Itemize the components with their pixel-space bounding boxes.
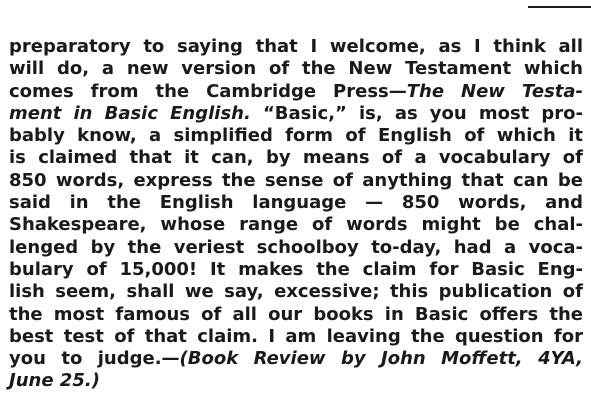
text-line [9, 81, 583, 103]
text-segment: bulary of 15,000! It makes the claim for Basic Eng- [9, 258, 583, 280]
text-line [9, 281, 583, 303]
text-line [9, 58, 583, 80]
column-rule [528, 6, 591, 8]
text-segment: lenged by the veriest schoolboy to-day, had a voca- [9, 236, 583, 258]
text-line [9, 348, 583, 370]
text-segment: 850 words, express the sense of anything that can be [9, 169, 583, 191]
italic-segment: ment in Basic English. [9, 102, 251, 124]
text-segment: is claimed that it can, by means of a vocabulary of [9, 147, 583, 169]
text-line [9, 36, 583, 58]
text-segment: said in the English language — 850 words, and [9, 192, 583, 214]
text-segment: comes from the Cambridge Press— [9, 80, 407, 102]
text-segment: will do, a new version of the New Testament which [9, 58, 583, 80]
text-segment: preparatory to saying that I welcome, as I think all [9, 36, 583, 57]
text-segment: you to judge.— [9, 348, 180, 370]
text-segment: the most famous of all our books in Basic offers the [9, 303, 583, 325]
text-line [9, 147, 583, 169]
text-segment: bably know, a simplified form of English of which it [9, 125, 583, 147]
text-segment: “Basic,” is, as you most pro- [250, 102, 583, 124]
text-segment: best test of that claim. I am leaving the question for [9, 325, 583, 347]
text-segment: Shakespeare, whose range of words might be chal- [9, 214, 583, 236]
text-line [9, 237, 583, 259]
text-line [9, 125, 583, 147]
text-segment: lish seem, shall we say, excessive; this publication of [9, 281, 583, 303]
text-line [9, 103, 583, 125]
text-line [9, 370, 583, 392]
article-paragraph [9, 36, 583, 393]
text-line [9, 326, 583, 348]
text-line [9, 304, 583, 326]
text-line [9, 170, 583, 192]
italic-segment: June 25.) [9, 370, 100, 392]
italic-segment: (Book Review by John Moffett, 4YA, [179, 348, 584, 370]
text-line [9, 259, 583, 281]
text-line [9, 214, 583, 236]
text-line [9, 192, 583, 214]
italic-segment: The New Testa- [406, 80, 583, 102]
